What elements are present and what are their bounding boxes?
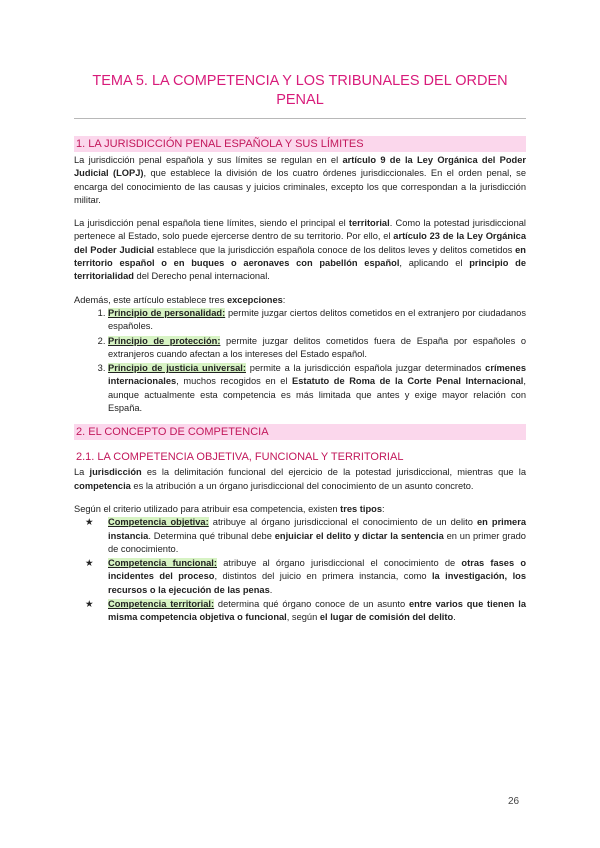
highlighted-term: Competencia objetiva:: [108, 517, 209, 528]
text: Además, este artículo establece tres: [74, 294, 227, 305]
highlighted-term: Principio de protección:: [108, 335, 221, 346]
star-bullet-icon: ★: [85, 517, 94, 528]
text: del Derecho penal internacional.: [133, 271, 270, 282]
text: Según el criterio utilizado para atribuir esa competencia, existen: [74, 503, 341, 514]
bold-text: tres tipos: [340, 503, 382, 514]
text: atribuye al órgano jurisdiccional el conocimiento de un delito: [208, 517, 477, 528]
section-2-paragraph-1: [74, 466, 526, 493]
bold-text: la investigación, los recursos o la ejecución de las penas: [108, 571, 526, 595]
bold-text: otras fases o incidentes del proceso: [108, 558, 527, 582]
text: en un primer grado de conocimiento.: [108, 530, 526, 554]
highlighted-term: Principio de justicia universal:: [108, 363, 246, 374]
highlighted-term: Principio de personalidad:: [108, 307, 226, 318]
competence-types-list: [74, 516, 526, 624]
bold-text: enjuiciar el delito y dictar la sentencia: [274, 530, 444, 541]
list-item: [85, 557, 527, 597]
bold-text: competencia: [74, 480, 131, 491]
highlighted-term: Competencia funcional:: [108, 558, 217, 569]
text: , muchos recogidos en el: [176, 376, 293, 387]
text: atribuye al órgano jurisdiccional el conocimiento de: [217, 558, 462, 569]
highlighted-term: Competencia territorial:: [108, 599, 215, 610]
section-2-heading: 2. EL CONCEPTO DE COMPETENCIA: [74, 424, 526, 440]
page-number: 26: [508, 796, 520, 807]
bold-text: artículo 23 de la Ley Orgánica del Poder Judicial: [74, 231, 526, 255]
star-bullet-icon: ★: [85, 599, 94, 610]
list-item: [85, 598, 526, 625]
text: La: [74, 467, 90, 478]
subsection-2-1-heading: 2.1. LA COMPETENCIA OBJETIVA, FUNCIONAL Y TERRITORIAL: [76, 451, 404, 464]
text: , distintos del juicio en primera instancia, como: [214, 571, 432, 582]
bold-text: el lugar de comisión del delito: [319, 612, 454, 623]
list-item: [108, 362, 526, 415]
bold-text: excepciones: [226, 294, 283, 305]
list-item: [108, 335, 526, 362]
title-divider: [74, 118, 526, 119]
bold-text: territorial: [348, 218, 390, 229]
bold-text: entre varios que tienen la misma competencia objetiva o funcional: [108, 599, 526, 623]
exceptions-list: [74, 307, 526, 415]
text: , aunque actualmente esta competencia es más limitada que antes y exige mayor relación con España.: [108, 376, 526, 414]
section-1-paragraph-1: [74, 154, 526, 207]
section-1-paragraph-2: [74, 217, 526, 283]
text: determina qué órgano conoce de un asunto: [214, 599, 409, 610]
bold-text: artículo 9 de la Ley Orgánica del Poder Judicial (LOPJ): [74, 155, 526, 179]
text: .: [453, 612, 456, 623]
list-item: [85, 516, 526, 556]
bold-text: en territorio español o en buques o aeronaves con pabellón español: [74, 244, 526, 269]
text: :: [382, 503, 385, 514]
text: , según: [286, 612, 320, 623]
text: permite juzgar delitos cometidos fuera de España por españoles o extranjeros cuando afectan a los intereses del Estado español.: [108, 335, 526, 359]
text: es la atribución a un órgano jurisdiccional del conocimiento de un asunto concreto.: [130, 480, 474, 491]
bold-text: principio de territorialidad: [74, 258, 527, 282]
section-1-heading: 1. LA JURISDICCIÓN PENAL ESPAÑOLA Y SUS LÍMITES: [74, 136, 526, 152]
text: es la delimitación funcional del ejercicio de la potestad jurisdiccional, mientras que la: [141, 467, 526, 478]
bold-text: Estatuto de Roma de la Corte Penal Internacional: [292, 376, 524, 387]
bold-text: crímenes internacionales: [108, 363, 526, 387]
text: . Como la potestad jurisdiccional pertenece al Estado, solo puede ejercerse dentro de su territorio. Por ello, el: [74, 218, 526, 242]
section-1-paragraph-3: [74, 294, 526, 307]
text: permite a la jurisdicción española juzgar determinados: [245, 363, 486, 374]
content: [74, 136, 526, 626]
text: :: [282, 294, 286, 305]
bold-text: en primera instancia: [108, 517, 526, 541]
text: , aplicando el: [399, 258, 470, 269]
text: establece que la jurisdicción española conoce de los delitos leves y delitos cometidos: [154, 244, 516, 255]
star-bullet-icon: ★: [85, 558, 94, 569]
text: permite juzgar ciertos delitos cometidos en el extranjero por ciudadanos españoles.: [108, 307, 526, 332]
text: La jurisdicción penal española y sus límites se regulan en el: [74, 155, 343, 165]
list-item: [108, 307, 526, 334]
section-2-paragraph-2: [74, 503, 526, 516]
text: La jurisdicción penal española tiene límites, siendo el principal el: [74, 218, 349, 229]
text: , que establece la división de los cuatro órdenes jurisdiccionales. En el orden penal, se encarga del conocimiento de las causas y juicios criminales, excepto los que correspondan a la jurisdicción militar.: [74, 168, 526, 205]
page-title: TEMA 5. LA COMPETENCIA Y LOS TRIBUNALES DEL ORDEN PENAL: [92, 73, 508, 108]
bold-text: jurisdicción: [89, 467, 142, 478]
text: .: [269, 584, 273, 595]
text: . Determina qué tribunal debe: [148, 530, 275, 541]
